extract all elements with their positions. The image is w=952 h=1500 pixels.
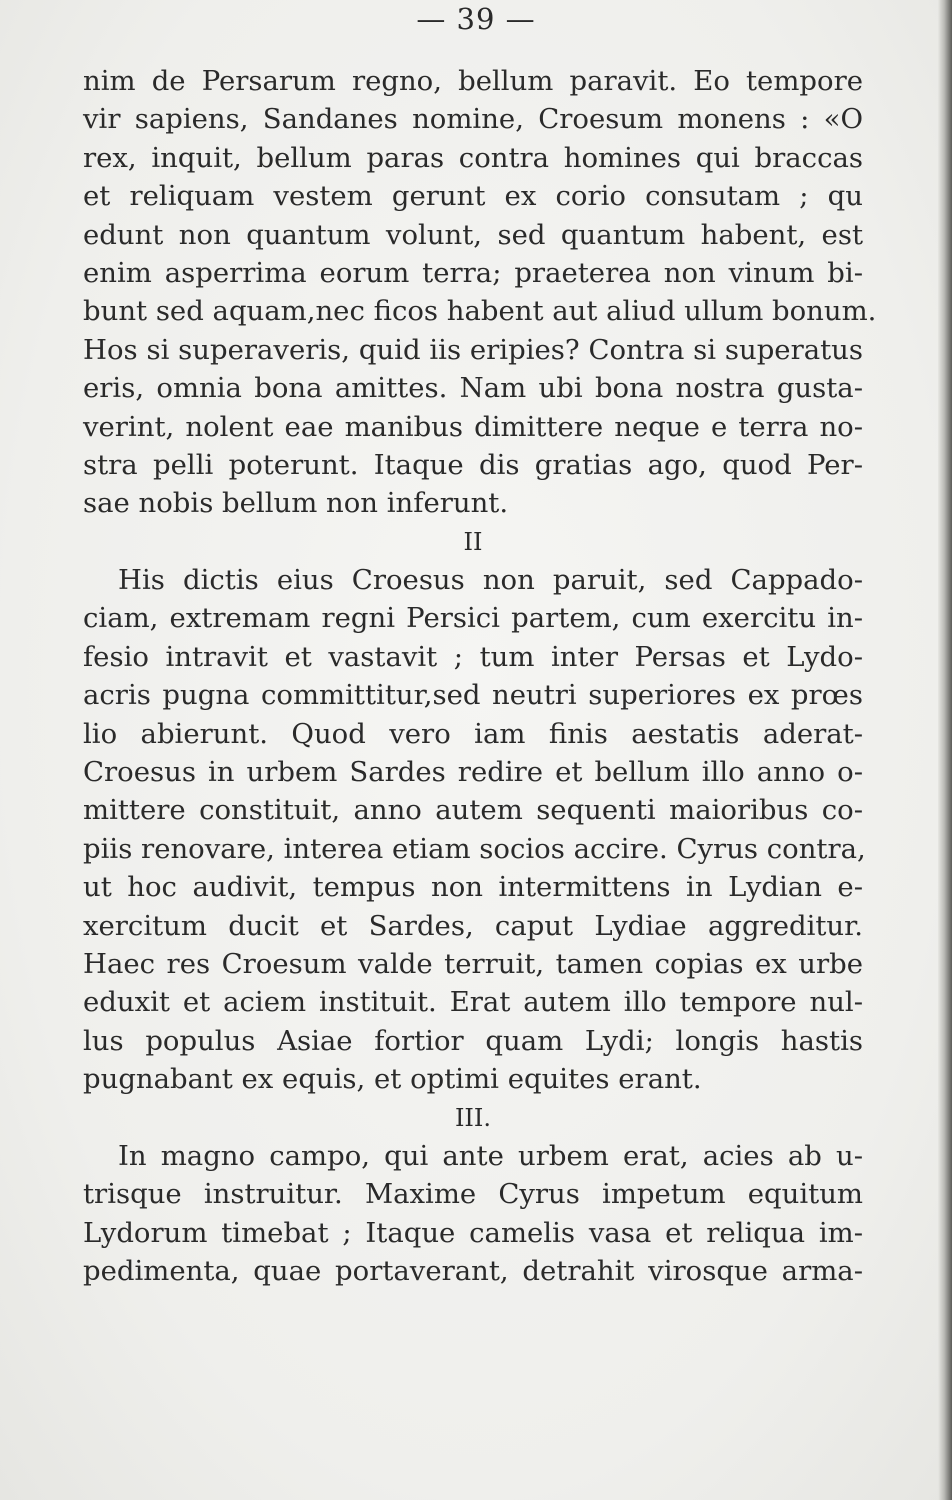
text-line: Hos si superaveris, quid iis eripies? Contra si superatus <box>83 333 863 366</box>
body-text <box>83 62 877 1291</box>
text-line: edunt non quantum volunt, sed quantum habent, est <box>83 218 863 251</box>
text-line: lio abierunt. Quod vero iam finis aestatis aderat- <box>83 717 863 750</box>
page-number: — 39 — <box>416 2 536 36</box>
text-line: Lydorum timebat ; Itaque camelis vasa et reliqua im- <box>83 1216 863 1249</box>
text-line: bunt sed aquam,nec ficos habent aut aliud ullum bonum. <box>83 295 877 328</box>
text-line: eduxit et aciem instituit. Erat autem illo tempore nul- <box>83 986 863 1019</box>
text-line: pedimenta, quae portaverant, detrahit virosque arma- <box>83 1255 863 1288</box>
text-line: ciam, extremam regni Persici partem, cum exercitu in- <box>83 602 863 635</box>
text-line: eris, omnia bona amittes. Nam ubi bona nostra gusta- <box>83 372 863 405</box>
page-gutter-shadow <box>938 0 952 1500</box>
text-line: sae nobis bellum non inferunt. <box>83 487 509 520</box>
text-line: mittere constituit, anno autem sequenti maioribus co- <box>83 794 863 827</box>
text-line: trisque instruitur. Maxime Cyrus impetum equitum <box>83 1178 863 1211</box>
text-line: His dictis eius Croesus non paruit, sed Cappado- <box>118 564 863 597</box>
text-line: piis renovare, interea etiam socios accire. Cyrus contra, <box>83 832 866 865</box>
text-line: verint, nolent eae manibus dimittere neque e terra no- <box>83 410 863 443</box>
section-heading: III. <box>454 1103 492 1132</box>
text-line: et reliquam vestem gerunt ex corio consutam ; qu <box>83 180 863 213</box>
text-line: enim asperrima eorum terra; praeterea non vinum bi- <box>83 256 863 289</box>
text-line: Haec res Croesum valde terruit, tamen copias ex urbe <box>83 947 863 980</box>
section-heading: II <box>463 527 483 556</box>
text-line: xercitum ducit et Sardes, caput Lydiae aggreditur. <box>83 909 863 942</box>
text-line: In magno campo, qui ante urbem erat, acies ab u- <box>118 1139 863 1172</box>
text-line: Croesus in urbem Sardes redire et bellum illo anno o- <box>83 756 863 789</box>
text-line: lus populus Asiae fortior quam Lydi; longis hastis <box>83 1024 863 1057</box>
text-line: fesio intravit et vastavit ; tum inter Persas et Lydo- <box>83 640 863 673</box>
text-line: rex, inquit, bellum paras contra homines qui braccas <box>83 141 863 174</box>
text-line: acris pugna committitur,sed neutri superiores ex prœs <box>83 679 863 712</box>
text-line: vir sapiens, Sandanes nomine, Croesum monens : «O <box>83 103 863 136</box>
text-line: stra pelli poterunt. Itaque dis gratias ago, quod Per- <box>83 448 863 481</box>
text-line: ut hoc audivit, tempus non intermittens in Lydian e- <box>83 871 863 904</box>
text-line: pugnabant ex equis, et optimi equites erant. <box>83 1063 702 1096</box>
text-line: nim de Persarum regno, bellum paravit. Eo tempore <box>83 65 863 97</box>
